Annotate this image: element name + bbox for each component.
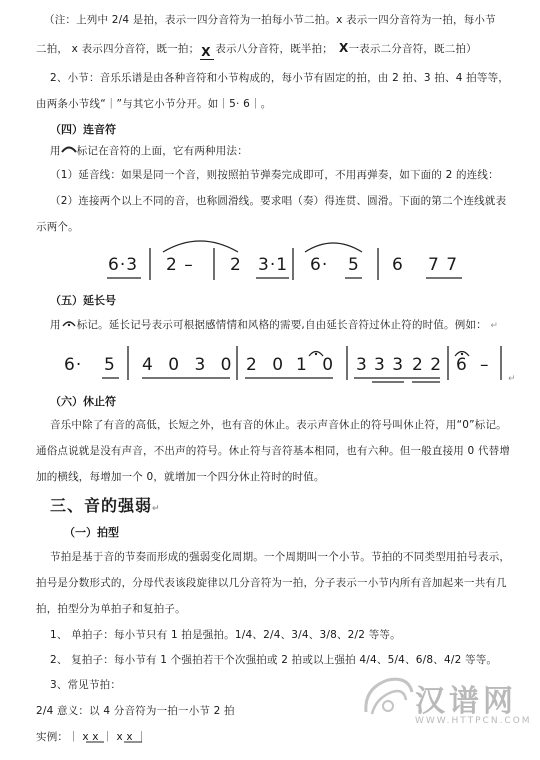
section-3-title: 三、音的强弱↵ [50, 496, 161, 515]
note-line-2-a: 二拍， x 表示四分音符，既一拍； [36, 43, 200, 55]
note-group-2-1a: 6· [64, 355, 83, 375]
section-6-title: （六）休止符 [50, 395, 116, 408]
section-3-example: 实例：｜ x x ｜ x x ｜ [36, 731, 148, 743]
watermark-logo-icon [358, 672, 418, 722]
section-3-meaning: 2/4 意义：以 4 分音符为一拍一小节 2 拍 [36, 705, 235, 717]
section-3-item-3: 3、常见节拍： [50, 679, 122, 691]
note-group-4: 3·1 [258, 255, 289, 275]
section-3-item-1: 1、 单拍子：每小节只有 1 拍是强拍。1/4、2/4、3/4、3/8、2/2 等等。 [50, 629, 401, 641]
watermark-url: WWW.HTTPCN.COM [415, 716, 532, 726]
section-4-intro: 用 标记在音符的上面，它有两种用法： [50, 145, 248, 157]
note-line-1: （注：上列中 2/4 是拍，表示一四分音符为一拍每小节二拍。x 表示一四分音符为一拍，每小节 [44, 14, 496, 26]
note-group-1: 6·3 [108, 255, 139, 275]
section-6-line-3: 加的横线，每增加一个 0，就增加一个四分休止符时的时值。 [36, 471, 325, 483]
section-3-para-line-2: 拍号是分数形式的，分母代表该段旋律以几分音符为一拍，分子表示一小节内所有音加起来一共有几 [36, 577, 507, 589]
watermark-brand: 汉谱网 [415, 684, 517, 719]
note-line-2-c: 一表示二分音符，既二拍） [348, 43, 477, 55]
section-4-item-2-line-1: （2）连接两个以上不同的音，也称圆滑线。要求唱（奏）得连贯、圆滑。下面的第二个连线就表 [50, 195, 507, 207]
section-3-sub-1: （一）拍型 [64, 526, 119, 539]
section-6-line-2: 通俗点说就是没有声音，不出声的符号。休止符与音符基本相同，也有六种。但一般直接用 0 代替增 [36, 445, 511, 457]
example-underlines [0, 740, 540, 760]
note-group-3: 2 [230, 255, 242, 275]
section-3-para-line-1: 节拍是基于音的节奏而形成的强弱变化周期。一个周期叫一个小节。节拍的不同类型用拍号表示， [50, 551, 511, 563]
bar-line-2: 由两条小节线“｜”与其它小节分开。如｜5· 6｜。 [36, 98, 272, 110]
note-line-2: 二拍， x 表示四分音符，既一拍； X 表示八分音符，既半拍； X一表示二分音符，既二拍） [36, 41, 477, 59]
fermata-icon [61, 320, 77, 328]
note-group-2-2: 4 0 3 0 [142, 355, 237, 375]
note-group-7: 6 [392, 255, 404, 275]
note-group-2-5b: – [480, 355, 490, 375]
note-group-2-5a: 6 [456, 355, 468, 375]
note-group-2-4b: 3 3 [374, 355, 405, 375]
note-group-5: 6· [310, 255, 329, 275]
note-group-6: 5 [348, 255, 360, 275]
section-4-item-2-line-2: 示两个。 [36, 221, 79, 233]
note-line-2-b: 表示八分音符，既半拍； [215, 43, 333, 55]
note-group-2-4c: 2 2 [412, 355, 443, 375]
note-group-2: 2 – [166, 255, 194, 275]
note-group-8: 7 7 [428, 255, 459, 275]
section-5-line: 用 标记。延长记号表示可根据感情情和风格的需要,自由延长音符过休止符的时值。例如： ↵ [50, 319, 499, 331]
section-4-title: （四）连音符 [50, 123, 116, 136]
note-group-2-4a: 3 [356, 355, 368, 375]
section-5-title: （五）延长号 [50, 294, 116, 307]
note-group-2-3a: 2 0 [246, 355, 289, 375]
half-note-symbol: X [339, 41, 349, 55]
section-6-line-1: 音乐中除了有音的高低，长短之外，也有音的休止。表示声音休止的符号叫休止符，用“0”标记。 [50, 419, 507, 431]
section-3-para-line-3: 拍，拍型分为单拍子和复拍子。 [36, 603, 186, 615]
section-4-item-1: （1）延音线：如果是同一个音，则按照拍节弹奏完成即可，不用再弹奏，如下面的 2 的连线： [50, 169, 499, 181]
note-group-2-1b: 5 [104, 355, 116, 375]
bar-line-1: 2、小节：音乐乐谱是由各种音符和小节构成的，每小节有固定的拍，由 2 拍、3 拍、4 拍等等， [50, 72, 509, 84]
note-group-2-3b: 1 0 [296, 355, 339, 375]
section-3-item-2: 2、 复拍子：每小节有 1 个强拍若干个次强拍或 2 拍或以上强拍 4/4、5/4、6/8、4/2 等等。 [50, 654, 498, 666]
slur-icon [61, 146, 77, 154]
